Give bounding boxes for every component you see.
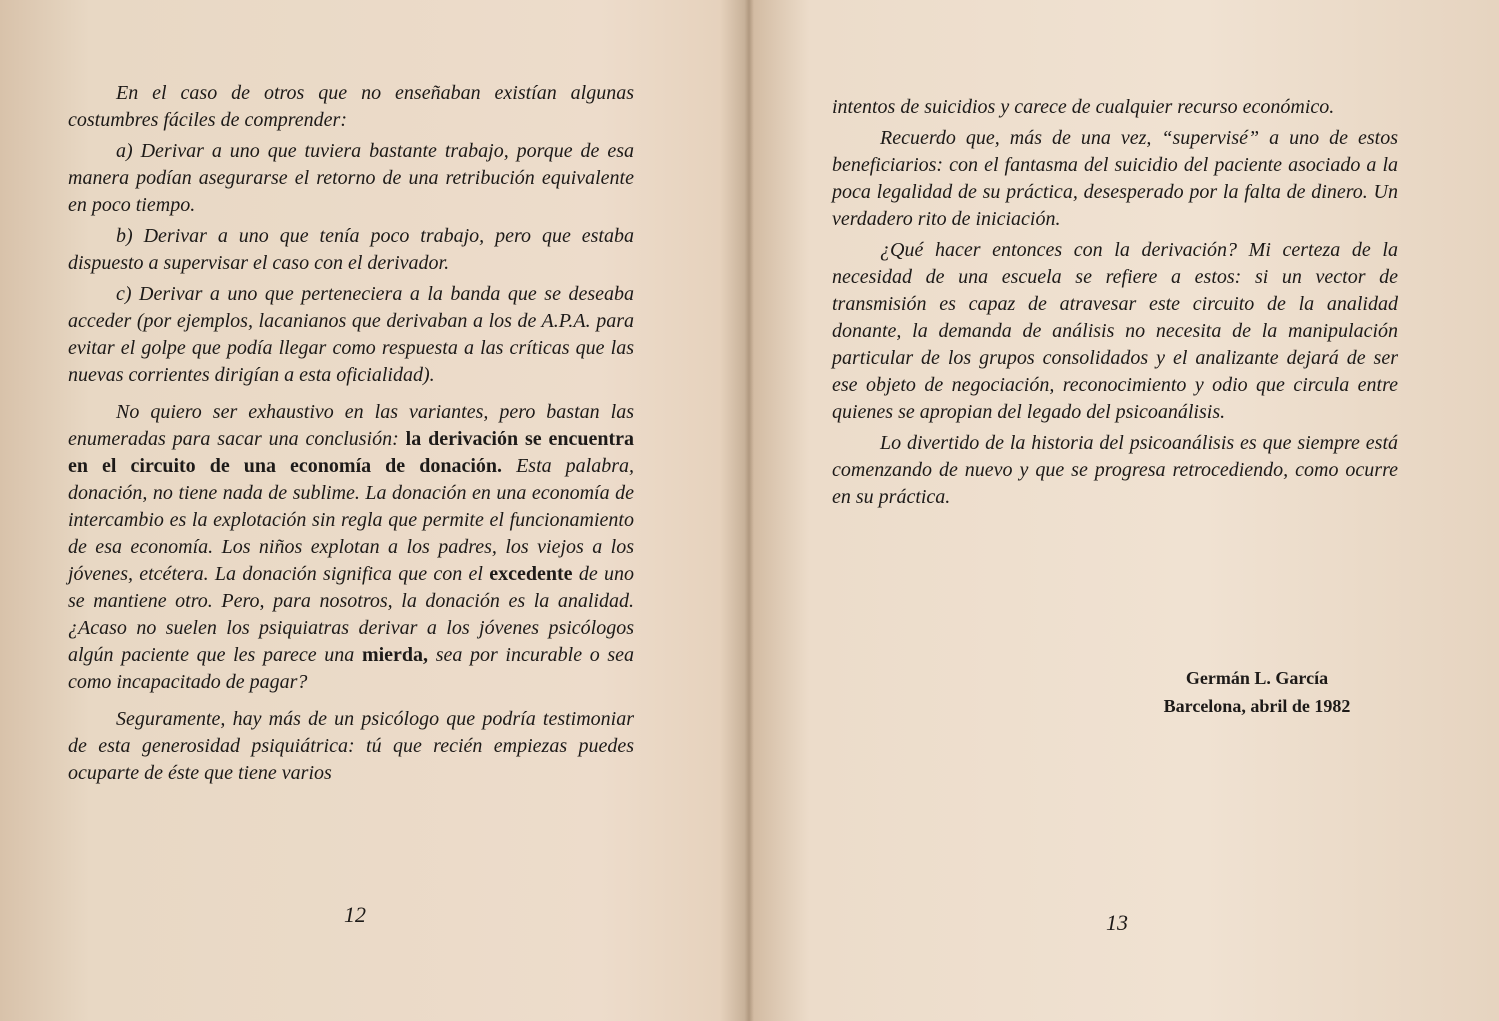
paragraph: ¿Qué hacer entonces con la derivación? Mi certeza de la necesidad de una escuela se refiere a estos: si un vector de transmisión es capaz de atravesar este circuito de la analidad donante, la demanda de análisis no necesita de la manipulación particular de los grupos consolidados y el analizante dejará de ser ese objeto de negociación, reconocimiento y odio que circula entre quienes se apropian del legado del psicoanálisis.: [832, 239, 1398, 423]
paragraph: intentos de suicidios y carece de cualquier recurso económico.: [832, 96, 1335, 118]
right-page: [752, 0, 1499, 1021]
paragraph: Seguramente, hay más de un psicólogo que podría testimoniar de esta generosidad psiquiátrica: tú que recién empiezas puedes ocuparte de éste que tiene varios: [68, 708, 634, 784]
page-number: 12: [344, 902, 366, 927]
text-run: Esta palabra, donación, no tiene nada de sublime. La donación en una economía de intercambio es la explotación sin regla que permite el funcionamiento de esa economía. Los niños explotan a los padres, los viejos a los jóvenes, etcétera. La donación significa que con el: [68, 455, 634, 585]
text-run: sea por incurable o sea como incapacitado de pagar?: [68, 644, 635, 693]
bold-run: la derivación se encuentra en el circuito de una economía de donación.: [68, 428, 635, 477]
signature: [1107, 664, 1407, 720]
paragraph: [68, 399, 634, 696]
text-run: de uno se mantiene otro. Pero, para nosotros, la donación es la analidad. ¿Acaso no suelen los psiquiatras derivar a los jóvenes psicólogos algún paciente que les parece una: [68, 563, 634, 666]
paragraph: b) Derivar a uno que tenía poco trabajo, pero que estaba dispuesto a supervisar el caso con el derivador.: [68, 225, 634, 274]
paragraph: Recuerdo que, más de una vez, “supervisé” a uno de estos beneficiarios: con el fantasma del suicidio del paciente asociado a la poca legalidad de su práctica, desesperado por la falta de dinero. Un verdadero rito de iniciación.: [832, 127, 1398, 230]
bold-run: excedente: [489, 563, 573, 585]
text-run: No quiero ser exhaustivo en las variantes, pero bastan las enumeradas para sacar una conclusión:: [68, 401, 634, 450]
place-date: Barcelona, abril de 1982: [1163, 696, 1351, 716]
left-page-text: [68, 80, 634, 791]
bold-run: mierda,: [361, 644, 429, 666]
paragraph: a) Derivar a uno que tuviera bastante trabajo, porque de esa manera podían asegurarse el retorno de una retribución equivalente en poco tiempo.: [68, 140, 634, 216]
page-number: 13: [1106, 910, 1128, 935]
right-page-text: [832, 94, 1398, 515]
paragraph: Lo divertido de la historia del psicoanálisis es que siempre está comenzando de nuevo y que se progresa retrocediendo, como ocurre en su práctica.: [832, 432, 1398, 508]
left-page: [0, 0, 748, 1021]
paragraph: c) Derivar a uno que perteneciera a la banda que se deseaba acceder (por ejemplos, lacanianos que derivaban a los de A.P.A. para evitar el golpe que podía llegar como respuesta a las críticas que las nuevas corrientes dirigían a esta oficialidad).: [68, 283, 634, 386]
author-name: Germán L. García: [1185, 668, 1329, 688]
paragraph: En el caso de otros que no enseñaban existían algunas costumbres fáciles de comprender:: [68, 82, 634, 131]
